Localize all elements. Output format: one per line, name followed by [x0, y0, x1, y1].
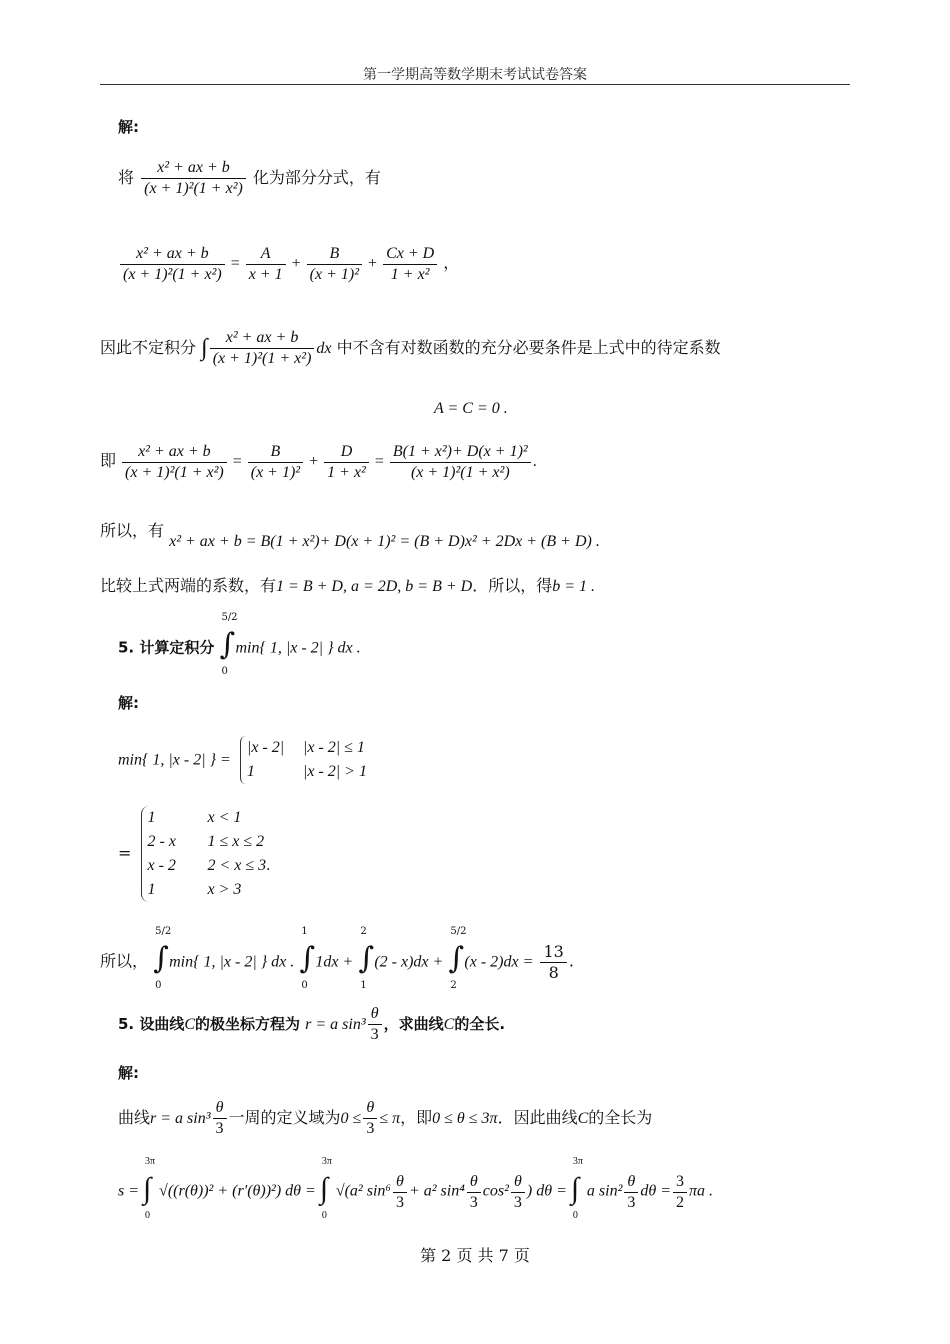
p6-label-c: ，求曲线 — [383, 1015, 444, 1033]
s-f3 — [511, 1172, 525, 1213]
int-main-lo: 0 — [155, 980, 162, 991]
s-end: πa . — [689, 1182, 714, 1200]
s-f1-n: θ — [393, 1172, 407, 1193]
partial-fraction-intro — [118, 158, 381, 199]
s-int-1-up: 3π — [145, 1156, 156, 1167]
s-f2 — [467, 1172, 481, 1213]
int-main-up: 5/2 — [155, 926, 172, 937]
dl-frac — [213, 1098, 227, 1139]
p6-eq: r = a sin³ — [305, 1016, 366, 1033]
cond-suffix: 中不含有对数函数的充分必要条件是上式中的待定系数 — [336, 338, 721, 357]
cond-prefix: 因此不定积分 — [100, 338, 197, 357]
dl-f: 的全长为 — [588, 1108, 653, 1127]
so-line — [100, 518, 600, 550]
pw2-expr: 2 - x — [147, 833, 176, 850]
rational-fraction — [141, 158, 246, 199]
s-7: dθ = — [640, 1182, 672, 1200]
s-int-2-up: 3π — [321, 1156, 332, 1167]
dl-dom-a: 0 ≤ — [340, 1110, 362, 1127]
period: . — [266, 857, 271, 874]
s-int-3-lo: 0 — [572, 1210, 578, 1221]
result-den: 8 — [548, 962, 559, 982]
int-2-body: (2 - x)dx + — [374, 953, 444, 971]
dl-e: ．因此曲线 — [497, 1108, 578, 1127]
problem-5-label: 5. 计算定积分 — [118, 638, 215, 657]
integrand: min{ 1, |x - 2| } dx . — [235, 639, 361, 657]
so-equation: x² + ax + b = B(1 + x²)+ D(x + 1)² = (B + D)x² + 2Dx + (B + D) . — [169, 533, 600, 550]
lhs-fraction — [120, 244, 225, 285]
s-f4-n: θ — [624, 1172, 638, 1193]
pw4-cond: x > 3 — [207, 881, 242, 898]
p6-theta: θ — [368, 1004, 382, 1025]
int-den: (x + 1)²(1 + x²) — [212, 350, 312, 367]
int-3-body: (x - 2)dx = — [464, 953, 534, 971]
numerator: x² + ax + b — [141, 158, 246, 179]
s-int-3-up: 3π — [572, 1156, 583, 1167]
result-num: 13 — [540, 942, 566, 963]
s-lhs: s = — [118, 1182, 140, 1200]
integral-sign: 5/2 ∫ 0 — [219, 612, 238, 677]
page-header: 第一学期高等数学期末考试试卷答案 — [363, 67, 587, 83]
A-den: x + 1 — [248, 266, 283, 283]
s-1: √((r(θ))² + (r′(θ))²) dθ = — [159, 1182, 316, 1200]
int-1-lo: 0 — [301, 980, 308, 991]
s-res-n: 3 — [673, 1172, 687, 1193]
ie-equation: 即 $\frac{\text{x² + ax + b}}{\text{(x + 1)²(1 + x²)}}$ = $\frac{B}{\text{(x + 1)²}}$ + $\frac{D}{\text{1 + x²}}$ = $\frac{\text{B(1 + x²)+ D(x + 1)²}}{\text{(x + 1)²(1 + x²)}}$ . — [100, 443, 537, 481]
int-main: 5/2 ∫ 0 — [153, 926, 172, 991]
intro-suffix: 化为部分分式，有 — [252, 168, 381, 187]
s-f2-d: 3 — [469, 1193, 478, 1211]
solution-label: 解: — [118, 118, 139, 136]
result-fraction — [540, 942, 566, 983]
s-int-3: 3π ∫ 0 — [570, 1156, 583, 1221]
p6-label-a: 5. 设曲线 — [118, 1015, 185, 1033]
int-2-lo: 1 — [360, 980, 367, 991]
condition-sentence: 因此不定积分 ∫ $\frac{\text{x² + ax + b}}{\text{(x + 1)²(1 + x²)}}$ dx 中不含有对数函数的充分必要条件是上式中的待定系数 — [100, 329, 721, 367]
solution-label-5: 解: — [118, 694, 139, 712]
int-3-up: 5/2 — [450, 926, 467, 937]
pw3-cond: 2 < x ≤ 3 — [207, 857, 267, 874]
p6-label-b: 的极坐标方程为 — [195, 1015, 301, 1033]
case1-expr: |x - 2| — [246, 739, 285, 756]
intro-prefix: 将 — [118, 168, 135, 187]
dl-three-2: 3 — [366, 1120, 375, 1137]
s-int-2-lo: 0 — [321, 1210, 327, 1221]
s-4: cos² — [482, 1182, 509, 1200]
fraction-A — [246, 244, 286, 285]
s-f3-n: θ — [511, 1172, 525, 1193]
upper-limit: 5/2 — [221, 612, 238, 623]
int-num: x² + ax + b — [210, 328, 315, 349]
s-result — [673, 1172, 687, 1213]
header-rule — [100, 84, 850, 85]
p6-label-d: 的全长. — [454, 1015, 506, 1033]
fraction-B — [307, 244, 362, 285]
dl-a: 曲线 — [118, 1108, 151, 1127]
ie-D-den: 1 + x² — [327, 464, 366, 481]
int-3-lo: 2 — [450, 980, 457, 991]
p6-theta-frac — [368, 1004, 382, 1045]
int-2-up: 2 — [360, 926, 367, 937]
s-f2-n: θ — [467, 1172, 481, 1193]
compare-equation: 1 = B + D, a = 2D, b = B + D — [276, 578, 473, 595]
min-cases — [240, 736, 367, 784]
compare-result: b = 1 . — [552, 578, 596, 595]
ie-B-den: (x + 1)² — [250, 464, 301, 481]
dx: dx — [316, 340, 332, 357]
pw3-expr: x - 2 — [147, 857, 176, 874]
ie-lhs-num: x² + ax + b — [122, 442, 227, 463]
dl-three: 3 — [215, 1120, 224, 1137]
comma: ， — [443, 255, 460, 273]
s-f1 — [393, 1172, 407, 1213]
dl-b: 一周的定义域为 — [228, 1108, 341, 1127]
page-footer: 第 2 页 共 7 页 — [420, 1246, 530, 1265]
s-int-1-lo: 0 — [145, 1210, 151, 1221]
compare-line — [100, 573, 595, 596]
ie-lhs — [122, 442, 227, 483]
B-den: (x + 1)² — [309, 266, 360, 283]
result-line: 所以， 5/2 ∫ 0 min{ 1, |x - 2| } dx . 1 ∫ 0 1dx + 2 ∫ 1 (2 - x)dx + 5/2 ∫ 2 (x - 2)dx = $\frac{13}{8}$ . — [100, 926, 574, 991]
ie-D — [324, 442, 369, 483]
fraction-C — [383, 244, 437, 285]
int-1: 1 ∫ 0 — [299, 926, 315, 991]
min-lhs: min{ 1, |x - 2| } = — [118, 751, 231, 769]
ie-B — [248, 442, 303, 483]
min-definition — [118, 736, 367, 784]
arc-length-line — [118, 1156, 714, 1221]
compare-prefix: 比较上式两端的系数，有 — [100, 576, 277, 595]
lower-limit: 0 — [221, 666, 228, 677]
dl-c: ，即 — [400, 1108, 433, 1127]
partial-fraction-equation: $\frac{\text{x² + ax + b}}{\text{(x + 1)²(1 + x²)}}$ = $\frac{A}{x + 1}$ + $\frac{B}{\text{(x + 1)²}}$ + $\frac{Cx + D}{\text{1 + x²}}$ ， — [118, 244, 459, 285]
solution-label-6: 解: — [118, 1064, 139, 1082]
problem-5-statement — [118, 612, 361, 677]
int-1-body: 1dx + — [315, 953, 354, 971]
s-int-1: 3π ∫ 0 — [143, 1156, 156, 1221]
p6-curve: C — [184, 1016, 196, 1033]
pw4-expr: 1 — [147, 881, 156, 898]
s-f4-d: 3 — [627, 1193, 636, 1211]
lhs-den: (x + 1)²(1 + x²) — [123, 266, 222, 283]
domain-line — [118, 1098, 652, 1139]
ie-lhs-den: (x + 1)²(1 + x²) — [125, 464, 224, 481]
s-res-d: 2 — [676, 1193, 685, 1211]
ie-D-num: D — [324, 442, 369, 463]
problem-6-statement — [118, 1004, 505, 1045]
s-5: ) dθ = — [526, 1182, 567, 1200]
ie-B-num: B — [248, 442, 303, 463]
pw1-expr: 1 — [147, 809, 156, 826]
case2-cond: |x - 2| > 1 — [302, 763, 367, 780]
int-2: 2 ∫ 1 — [358, 926, 374, 991]
ie-sum-num: B(1 + x²)+ D(x + 1)² — [390, 442, 531, 463]
dl-curve: C — [577, 1110, 589, 1127]
case2-expr: 1 — [246, 763, 255, 780]
dl-d: 0 ≤ θ ≤ 3π — [432, 1110, 498, 1127]
s-6: a sin² — [586, 1182, 623, 1200]
B-num: B — [307, 244, 362, 265]
int-main-integrand: min{ 1, |x - 2| } dx . — [169, 953, 295, 971]
C-den: 1 + x² — [390, 266, 430, 283]
dl-theta-2: θ — [363, 1098, 377, 1119]
int-1-up: 1 — [301, 926, 308, 937]
pw1-cond: x < 1 — [207, 809, 242, 826]
integrand-fraction — [210, 328, 315, 369]
dl-dom-b: ≤ π — [379, 1110, 401, 1127]
lhs-num: x² + ax + b — [120, 244, 225, 265]
case1-cond: |x - 2| ≤ 1 — [302, 739, 365, 756]
compare-mid: ．所以，得 — [472, 576, 553, 595]
s-f3-d: 3 — [513, 1193, 522, 1211]
ie-prefix: 即 — [100, 451, 117, 471]
denominator: (x + 1)²(1 + x²) — [144, 180, 243, 197]
s-f4 — [624, 1172, 638, 1213]
s-3: + a² sin⁴ — [408, 1182, 465, 1200]
pw2-cond: 1 ≤ x ≤ 2 — [207, 833, 265, 850]
dl-theta: θ — [213, 1098, 227, 1119]
C-num: Cx + D — [383, 244, 437, 265]
s-int-2: 3π ∫ 0 — [319, 1156, 332, 1221]
p6-three: 3 — [370, 1026, 379, 1043]
s-2: √(a² sin⁶ — [335, 1182, 391, 1200]
eq-sign: = — [118, 843, 132, 863]
ie-sum-den: (x + 1)²(1 + x²) — [410, 464, 510, 481]
ie-sum — [390, 442, 531, 483]
p6-curve-2: C — [443, 1016, 455, 1033]
piecewise-definition — [118, 806, 270, 902]
dl-eq: r = a sin³ — [150, 1110, 211, 1127]
so-prefix: 所以，有 — [100, 521, 165, 540]
int-3: 5/2 ∫ 2 — [448, 926, 467, 991]
dl-frac-2 — [363, 1098, 377, 1139]
condition-equation: A = C = 0 . — [434, 400, 508, 417]
s-f1-d: 3 — [395, 1193, 404, 1211]
A-num: A — [246, 244, 286, 265]
piecewise-cases — [141, 806, 271, 902]
result-prefix: 所以， — [100, 951, 149, 971]
